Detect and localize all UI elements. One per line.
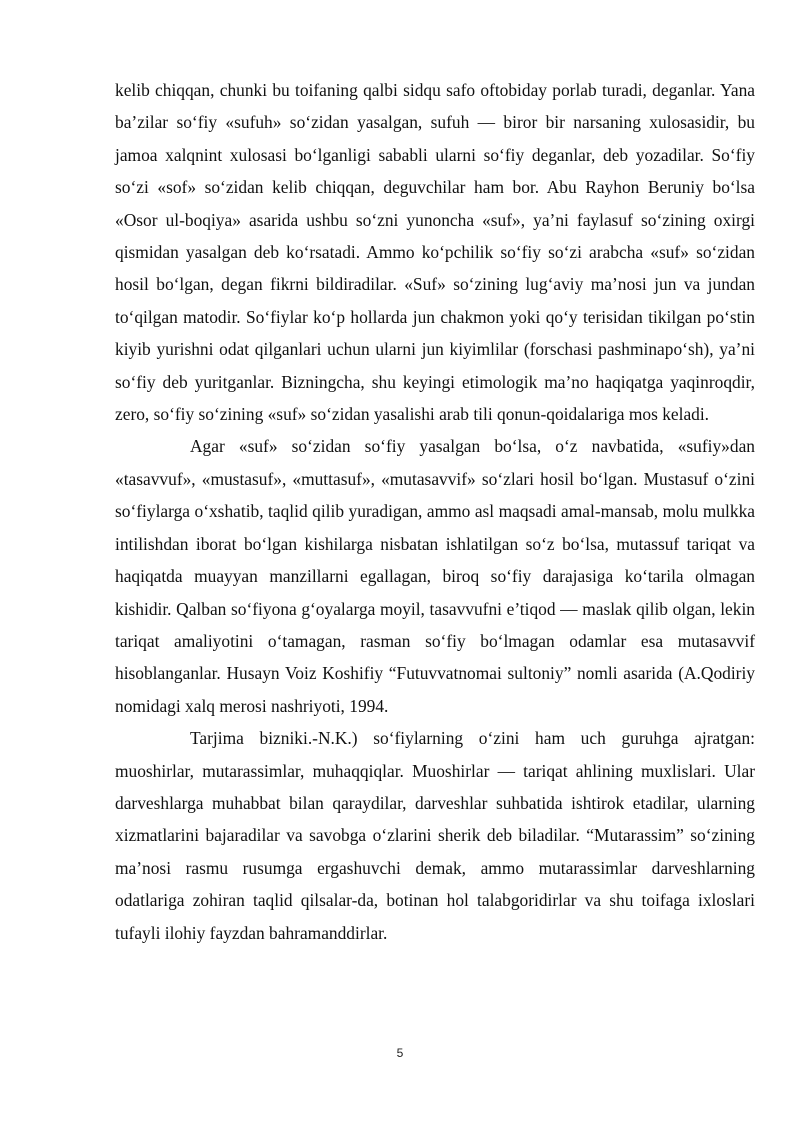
page-number: 5 [396,1046,404,1060]
paragraph-1: kelib chiqqan, chunki bu toifaning qalbi sidqu safo oftobiday porlab turadi, deganlar. Yana ba’zilar so‘fiy «sufuh» so‘zidan yasalgan, sufuh — biror bir narsaning xulosasidir, bu jamoa xalqnint xulosasi bo‘lganligi sababli ularni so‘fiy deganlar, deb yozadilar. So‘fiy so‘zi «sof» so‘zidan kelib chiqqan, deguvchilar ham bor. Abu Rayhon Beruniy bo‘lsa «Osor ul-boqiya» asarida ushbu so‘zni yunoncha «suf», ya’ni faylasuf so‘zining oxirgi qismidan yasalgan deb ko‘rsatadi. Ammo ko‘pchilik so‘fiy so‘zi arabcha «suf» so‘zidan hosil bo‘lgan, degan fikrni bildiradilar. «Suf» so‘zining lug‘aviy ma’nosi jun va jundan to‘qilgan matodir. So‘fiylar ko‘p hollarda jun chakmon yoki qo‘y terisidan tikilgan po‘stin kiyib yurishni odat qilganlari uchun ularni jun kiyimlilar (forschasi pashminapo‘sh), ya’ni so‘fiy deb yuritganlar. Bizningcha, shu keyingi etimologik ma’no haqiqatga yaqinroqdir, zero, so‘fiy so‘zining «suf» so‘zidan yasalishi arab tili qonun-qoidalariga mos keladi. [115,80,755,425]
body-text [115,74,755,949]
paragraph-3: Tarjima bizniki.-N.K.) so‘fiylarning o‘zini ham uch guruhga ajratgan: muoshirlar, mutarassimlar, muhaqqiqlar. Muoshirlar — tariqat ahlining muxlislari. Ular darveshlarga muhabbat bilan qaraydilar, darveshlar suhbatida ishtirok etadilar, ularning xizmatlarini bajaradilar va savobga o‘zlarini sherik deb biladilar. “Mutarassim” so‘zining ma’nosi rasmu rusumga ergashuvchi demak, ammo mutarassimlar darveshlarning odatlariga zohiran taqlid qilsalar-da, botinan hol talabgoridirlar va shu toifaga ixloslari tufayli ilohiy fayzdan bahramanddirlar. [115,728,755,943]
paragraph-2: Agar «suf» so‘zidan so‘fiy yasalgan bo‘lsa, o‘z navbatida, «sufiy»dan «tasavvuf», «mustasuf», «muttasuf», «mutasavvif» so‘zlari hosil bo‘lgan. Mustasuf o‘zini so‘fiylarga o‘xshatib, taqlid qilib yuradigan, ammo asl maqsadi amal-mansab, molu mulkka intilishdan iborat bo‘lgan kishilarga nisbatan ishlatilgan so‘z bo‘lsa, mutassuf tariqat va haqiqatda muayyan manzillarni egallagan, biroq so‘fiy darajasiga ko‘tarila olmagan kishidir. Qalban so‘fiyona g‘oyalarga moyil, tasavvufni e’tiqod — maslak qilib olgan, lekin tariqat amaliyotini o‘tamagan, rasman so‘fiy bo‘lmagan odamlar esa mutasavvif hisoblanganlar. Husayn Voiz Koshifiy “Futuvvatnomai sultoniy” nomli asarida (A.Qodiriy nomidagi xalq merosi nashriyoti, 1994. [115,436,755,716]
